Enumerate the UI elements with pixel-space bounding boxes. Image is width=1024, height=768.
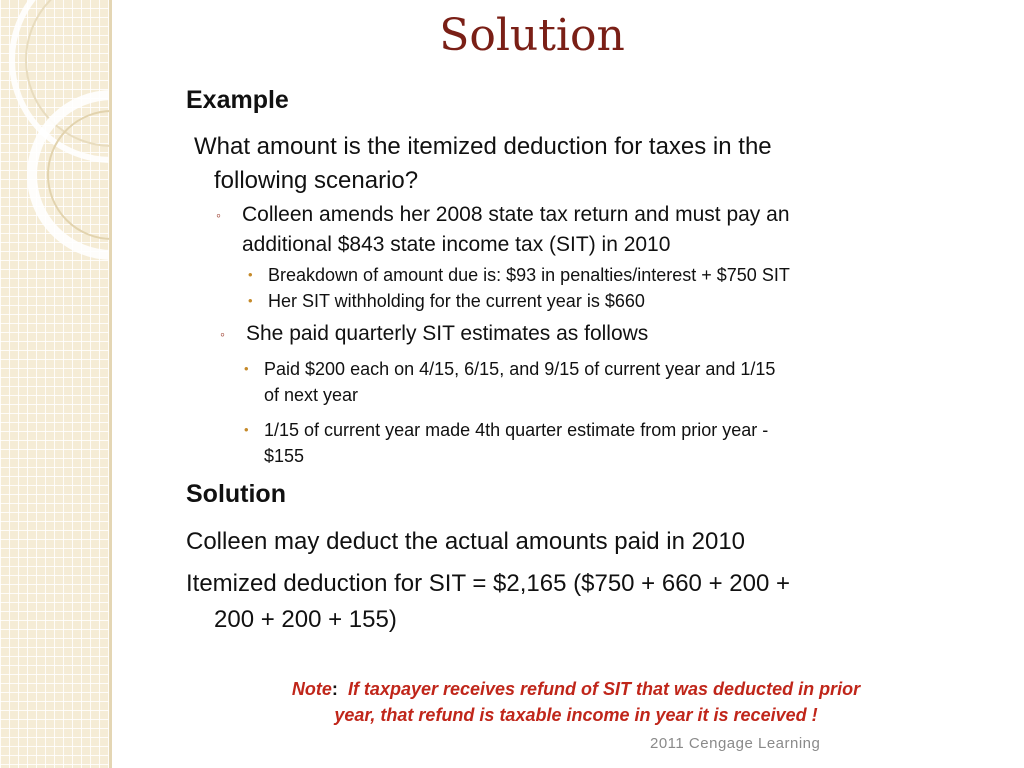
subbullet-prior-year-estimate [244, 417, 944, 469]
subbullet-text-line-1: 1/15 of current year made 4th quarter estimate from prior year - [264, 420, 769, 440]
subbullet-payments [244, 356, 944, 408]
note-line-2: year, that refund is taxable income in year it is received ! [334, 705, 818, 725]
example-heading: Example [186, 86, 289, 114]
bullet-text-line-2: additional $843 state income tax (SIT) in 2010 [242, 233, 671, 256]
subbullet-marker: • [244, 361, 249, 376]
solution-heading: Solution [186, 480, 286, 508]
footer-copyright: 2011 Cengage Learning [650, 735, 821, 752]
subbullet-text-line-1: Paid $200 each on 4/15, 6/15, and 9/15 of current year and 1/15 [264, 359, 776, 379]
solution-statement: Colleen may deduct the actual amounts paid in 2010 [186, 528, 746, 555]
panel-edge [109, 0, 112, 768]
subbullet-text: Her SIT withholding for the current year is $660 [268, 291, 645, 311]
calculation-line-1: Itemized deduction for SIT = $2,165 ($750 + 660 + 200 + [186, 570, 790, 597]
subbullet-text-line-2: $155 [264, 446, 305, 466]
subbullet-withholding [248, 288, 948, 314]
calculation-line-2: 200 + 200 + 155) [214, 606, 397, 633]
solution-calculation [186, 566, 926, 638]
subbullet-breakdown [248, 262, 948, 288]
bullet-amended-return [216, 200, 942, 260]
subbullet-marker: • [248, 293, 253, 308]
subbullet-marker: • [244, 422, 249, 437]
bullet-quarterly-estimates [220, 319, 946, 349]
subbullet-marker: • [248, 267, 253, 282]
bullet-text-line-1: Colleen amends her 2008 state tax return and must pay an [242, 203, 790, 226]
bullet-marker: ◦ [220, 326, 225, 342]
question-text [194, 130, 914, 198]
subbullet-text-line-2: of next year [264, 385, 359, 405]
note-colon: : [331, 679, 338, 699]
slide-title: Solution [439, 10, 625, 61]
question-line-2: following scenario? [214, 167, 419, 194]
decorative-rings [0, 0, 112, 768]
bullet-marker: ◦ [216, 207, 221, 223]
decorative-side-panel [0, 0, 112, 768]
question-line-1: What amount is the itemized deduction for taxes in the [194, 133, 772, 160]
subbullet-text: Breakdown of amount due is: $93 in penalties/interest + $750 SIT [268, 265, 790, 285]
bullet-text: She paid quarterly SIT estimates as follows [246, 322, 649, 345]
note-line-1: If taxpayer receives refund of SIT that was deducted in prior [347, 679, 861, 699]
note-label: Note [291, 679, 332, 699]
refund-note [200, 676, 952, 728]
